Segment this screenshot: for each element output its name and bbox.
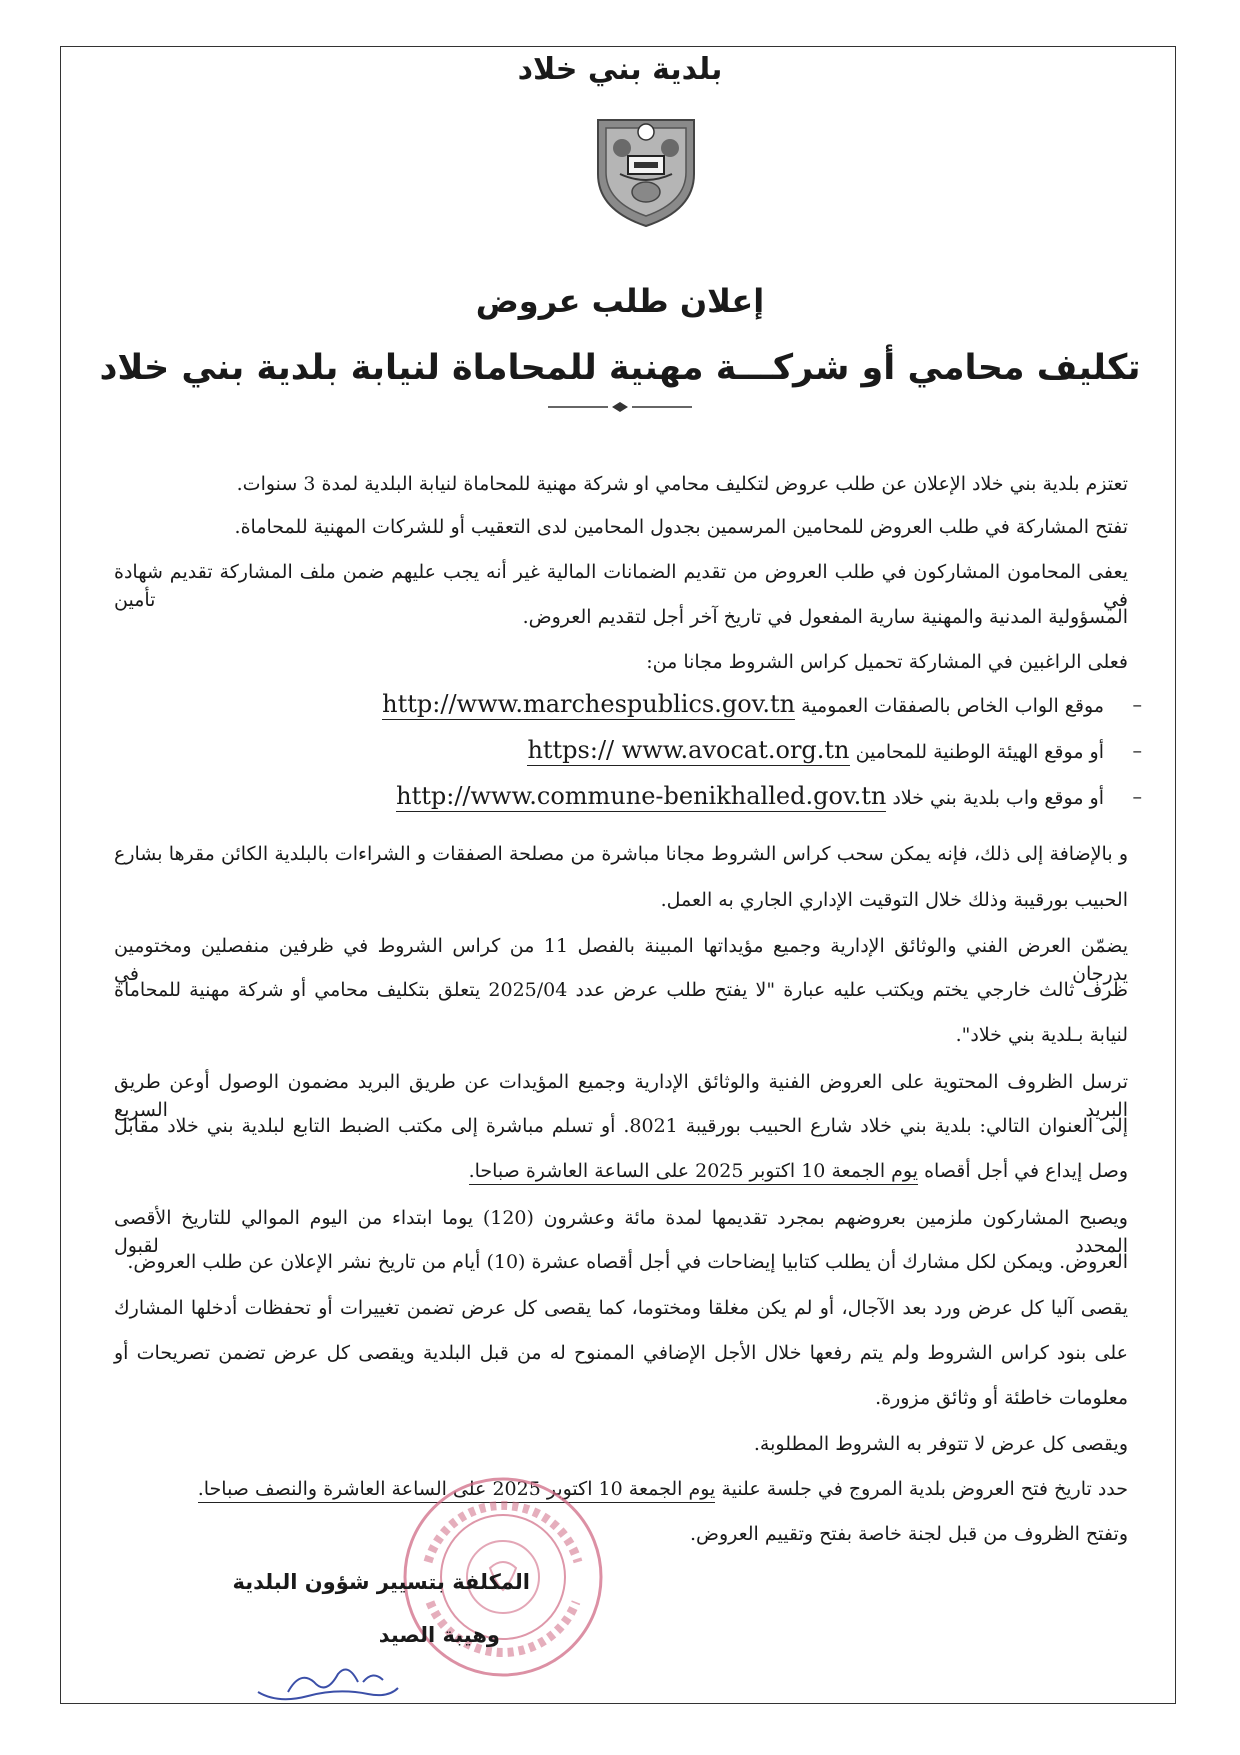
paragraph-12: وتفتح الظروف من قبل لجنة خاصة بفتح وتقييم العروض. xyxy=(689,1523,1128,1545)
paragraph-2: تفتح المشاركة في طلب العروض للمحامين المرسمين بجدول المحامين لدى التعقيب أو للشركات المهنية للمحاماة. xyxy=(234,516,1128,538)
list-bullet: – xyxy=(1132,694,1142,716)
paragraph-4: فعلى الراغبين في المشاركة تحميل كراس الشروط مجانا من: xyxy=(646,651,1128,673)
opening-prefix: حدد تاريخ فتح العروض بلدية المروج في جلسة علنية xyxy=(715,1478,1128,1500)
opening-date: يوم الجمعة 10 اكتوبر 2025 على الساعة العاشرة والنصف صباحا. xyxy=(198,1478,716,1503)
paragraph-6-line-3: لنيابة بـلدية بني خلاد". xyxy=(955,1024,1128,1046)
submission-deadline: يوم الجمعة 10 اكتوبر 2025 على الساعة العاشرة صباحا. xyxy=(469,1160,918,1185)
link-item xyxy=(396,782,1104,812)
paragraph-1: تعتزم بلدية بني خلاد الإعلان عن طلب عروض لتكليف محامي او شركة مهنية للمحاماة لنيابة البلدية لمدة 3 سنوات. xyxy=(236,473,1128,495)
paragraph-6-line-2: ظرف ثالث خارجي يختم ويكتب عليه عبارة "لا يفتح طلب عرض عدد 2025/04 يتعلق بتكليف محامي أو شركة مهنية للمحاماة xyxy=(114,979,1128,1001)
paragraph-3-line-1: يعفى المحامون المشاركون في طلب العروض من تقديم الضمانات المالية غير أنه يجب عليهم ضمن ملف المشاركة تقديم شهادة في تأمين xyxy=(114,561,1128,611)
paragraph-9-line-3: معلومات خاطئة أو وثائق مزورة. xyxy=(875,1387,1128,1409)
list-bullet: – xyxy=(1132,740,1142,762)
announcement-title: إعلان طلب عروض xyxy=(475,282,765,320)
municipal-emblem-icon xyxy=(590,112,702,230)
link-item xyxy=(382,690,1104,720)
paragraph-7-line-3 xyxy=(469,1157,1128,1185)
title-divider-ornament xyxy=(548,400,692,414)
paragraph-9-line-2: على بنود كراس الشروط ولم يتم رفعها خلال الأجل الإضافي الممنوح له من قبل البلدية ويقصى كل عرض تضمن تصريحات أو xyxy=(114,1342,1128,1364)
paragraph-7-line-1: ترسل الظروف المحتوية على العروض الفنية والوثائق الإدارية وجميع المؤيدات عن طريق البريد مضمون الوصول أوعن طريق البريد السريع xyxy=(114,1071,1128,1121)
handwritten-signature xyxy=(248,1652,408,1710)
paragraph-9-line-1: يقصى آليا كل عرض ورد بعد الآجال، أو لم يكن مغلقا ومختوما، كما يقصى كل عرض تضمن تغييرات أو تحفظات أدخلها المشارك xyxy=(114,1297,1128,1319)
signatory-title: المكلفة بتسيير شؤون البلدية xyxy=(232,1570,530,1594)
paragraph-10: ويقصى كل عرض لا تتوفر به الشروط المطلوبة. xyxy=(753,1433,1128,1455)
list-bullet: – xyxy=(1132,786,1142,808)
commune-link[interactable]: http://www.commune-benikhalled.gov.tn xyxy=(396,782,887,810)
link-label: موقع الواب الخاص بالصفقات العمومية xyxy=(801,695,1104,717)
paragraph-8-line-1: ويصبح المشاركون ملزمين بعروضهم بمجرد تقديمها لمدة مائة وعشرون (120) يوما ابتداء من اليوم الموالي للتاريخ الأقصى المحدد لقبول xyxy=(114,1207,1128,1257)
link-label: أو موقع واب بلدية بني خلاد xyxy=(892,787,1104,809)
paragraph-5-line-2: الحبيب بورقيبة وذلك خلال التوقيت الإداري الجاري به العمل. xyxy=(660,889,1128,911)
paragraph-5-line-1: و بالإضافة إلى ذلك، فإنه يمكن سحب كراس الشروط مجانا مباشرة من مصلحة الصفقات و الشراءات بالبلدية الكائن مقرها بشارع xyxy=(114,843,1128,865)
avocat-link[interactable]: https:// www.avocat.org.tn xyxy=(527,736,850,764)
link-label: أو موقع الهيئة الوطنية للمحامين xyxy=(855,741,1104,763)
paragraph-8-line-2: العروض. ويمكن لكل مشارك أن يطلب كتابيا إيضاحات في أجل أقصاه عشرة (10) أيام من تاريخ نشر الإعلان عن طلب العروض. xyxy=(127,1251,1128,1273)
paragraph-11 xyxy=(198,1475,1128,1503)
announcement-subtitle: تكليف محامي أو شركـــة مهنية للمحاماة لنيابة بلدية بني خلاد xyxy=(99,348,1141,388)
marchespublics-link[interactable]: http://www.marchespublics.gov.tn xyxy=(382,690,796,718)
paragraph-7-line-2: إلى العنوان التالي: بلدية بني خلاد شارع الحبيب بورقيبة 8021. أو تسلم مباشرة إلى مكتب الضبط التابع لبلدية بني خلاد مقابل xyxy=(114,1115,1129,1137)
municipality-name: بلدية بني خلاد xyxy=(517,52,723,87)
paragraph-6-line-1: يضمّن العرض الفني والوثائق الإدارية وجميع مؤيداتها المبينة بالفصل 11 من كراس الشروط في ظرفين منفصلين ومختومين يدرجان في xyxy=(114,935,1128,985)
link-item xyxy=(527,736,1104,766)
signatory-name: وهيبة الصيد xyxy=(378,1623,500,1647)
paragraph-3-line-2: المسؤولية المدنية والمهنية سارية المفعول في تاريخ آخر أجل لتقديم العروض. xyxy=(522,606,1128,628)
deadline-prefix: وصل إيداع في أجل أقصاه xyxy=(918,1160,1128,1182)
